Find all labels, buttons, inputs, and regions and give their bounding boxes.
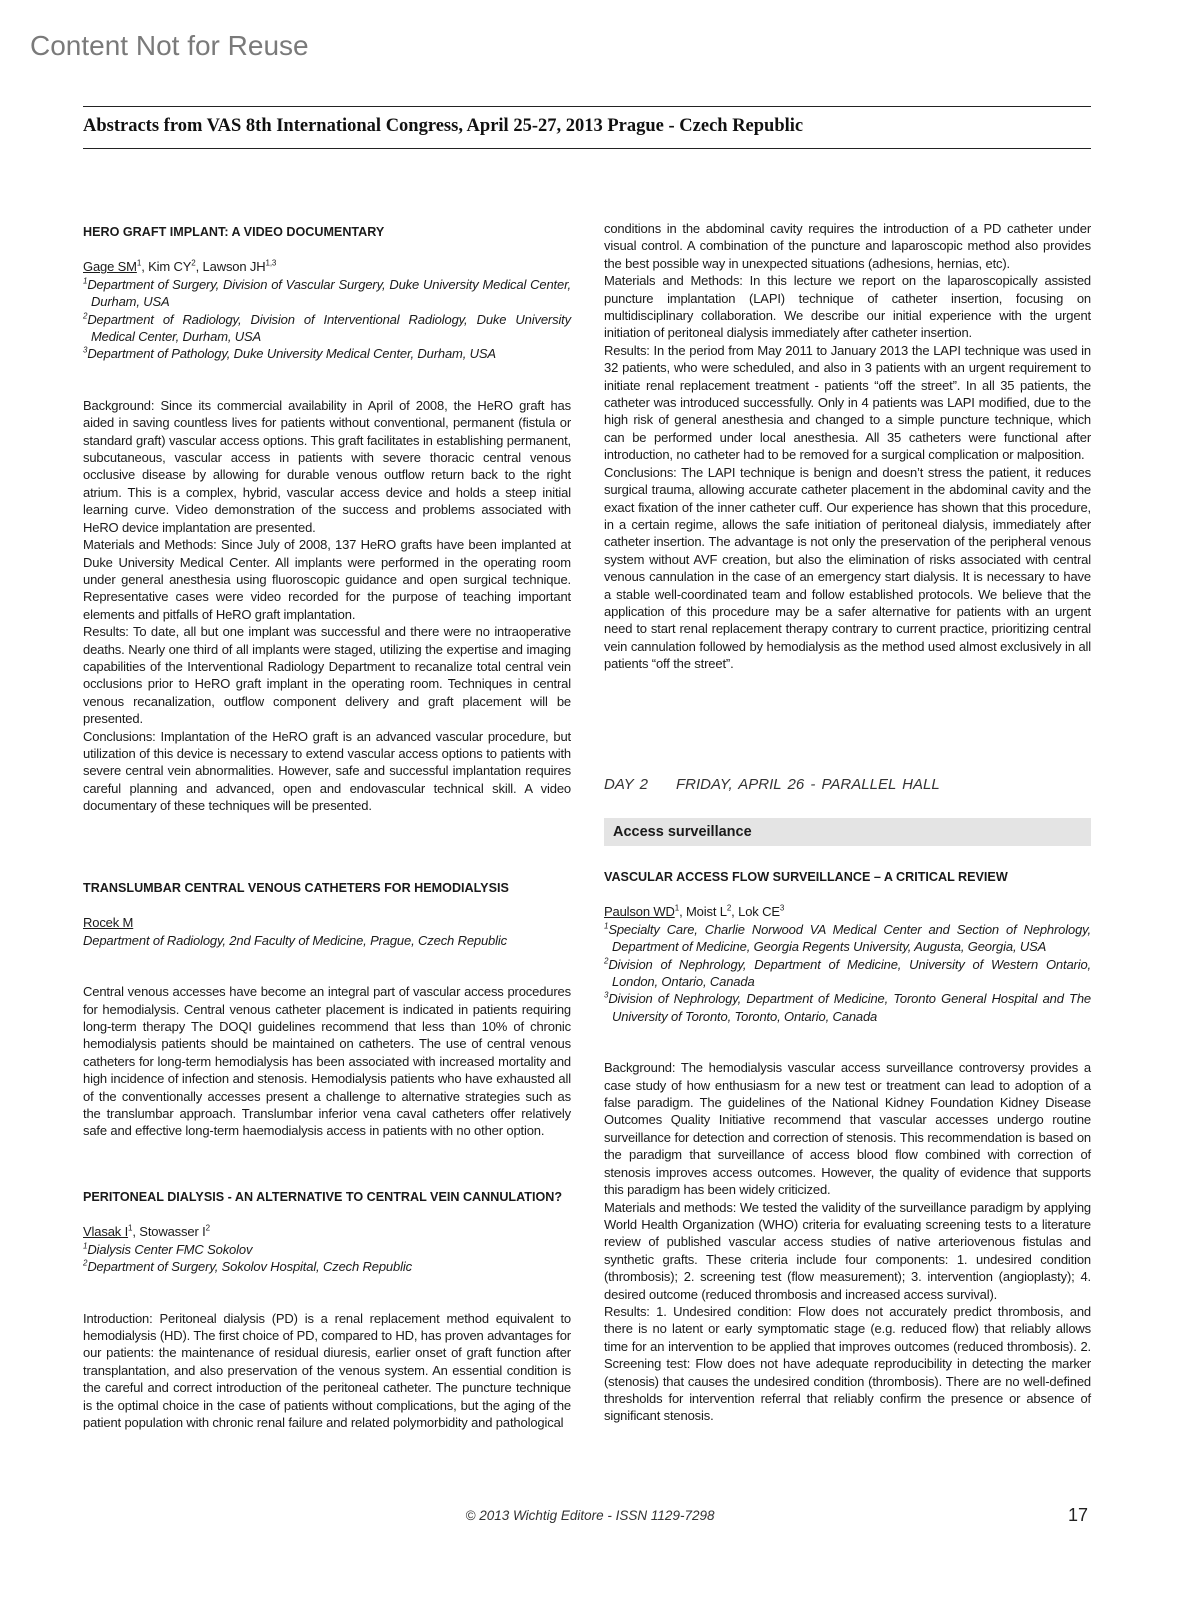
day-label: DAY 2 [604, 776, 648, 793]
abstract-body [604, 220, 1091, 673]
affiliation-superscript: 1 [83, 1241, 88, 1251]
author-name: Moist L [686, 904, 727, 920]
abstract-title: TRANSLUMBAR CENTRAL VENOUS CATHETERS FOR HEMODIALYSIS [83, 881, 509, 895]
abstract-flow-surveillance [604, 869, 1091, 1425]
author-name: Lawson JH [202, 259, 266, 275]
abstract-peritoneal [83, 1189, 571, 1431]
affiliation-text: Department of Surgery, Division of Vascular Surgery, Duke University Medical Center, Durham, USA [87, 276, 571, 310]
author-list [83, 914, 571, 931]
abstract-title: VASCULAR ACCESS FLOW SURVEILLANCE – A CRITICAL REVIEW [604, 870, 1008, 884]
abstract-body [604, 1059, 1091, 1425]
affiliation [83, 1241, 571, 1258]
author-name: Gage SM [83, 259, 137, 275]
author-list: Gage $SM^1$, Kim $CY^2$, Lawson JH$^{1,3}$ [83, 259, 277, 275]
author-list: Paulson $WD^1$, Moist $L^2$, Lok $CE^3$ [604, 904, 785, 920]
abstract-translumbar [83, 880, 571, 1140]
affiliation-superscript: 2 [83, 1258, 88, 1268]
author-name: Vlasak I [83, 1224, 129, 1240]
peritoneal-continuation [604, 220, 1091, 673]
abstract-paragraph: Materials and Methods: Since July of 2008, 137 HeRO grafts have been implanted at Duke University Medical Center. All implants were performed in the operating room under general anesthesia using fluoroscopic guidance and open surgical technique. Representative cases were video recorded for the purpose of teaching important elements and pitfalls of HeRO graft implantation. [83, 537, 571, 622]
affiliation-text: Department of Radiology, Division of Interventional Radiology, Duke University Medical Center, Durham, USA [87, 311, 571, 345]
affiliation [604, 956, 1091, 991]
author-superscript: 1 [674, 904, 680, 914]
abstract-paragraph: Central venous accesses have become an integral part of vascular access procedures for hemodialysis. Central venous catheter placement is indicated in patients requiring long-term therapy The DOQI guidelines recommend that less than 10% of chronic hemodialysis patients should be maintained on catheters. The use of central venous catheters for long-term hemodialysis has been associated with increased mortality and high incidence of infection and stenosis. Hemodialysis patients who have exhausted all of the conventionally accesses present a challenge to alternative strategies such as the translumbar approach. Translumbar inferior vena caval catheters offer relatively safe and effective long-term haemodialysis access in patients with no other option. [83, 984, 571, 1139]
abstract-body [83, 397, 571, 815]
author-superscript: 2 [205, 1224, 210, 1234]
author-name: Kim CY [148, 259, 192, 275]
spacer [604, 1025, 1091, 1059]
spacer [83, 241, 571, 258]
author-name: Lok CE [738, 904, 780, 920]
affiliation [83, 345, 571, 362]
spacer [83, 1206, 571, 1223]
abstract-paragraph: Results: To date, all but one implant was successful and there were no intraoperative deaths. Nearly one third of all implants were staged, utilizing the expertise and imaging capabilities of the Interventional Radiology Department to recanalize total central vein occlusions prior to HeRO graft implant in the operating room. Techniques in central venous recanalization, outflow component delivery and graft placement will be presented. [83, 624, 571, 727]
author-name: Rocek M [83, 915, 134, 931]
author-superscript: 1 [136, 259, 142, 269]
affiliation-text: Division of Nephrology, Department of Medicine, University of Western Ontario, London, Ontario, Canada [608, 956, 1091, 990]
session-bar: Access surveillance [604, 818, 1091, 846]
spacer [83, 363, 571, 397]
abstract-title: PERITONEAL DIALYSIS - AN ALTERNATIVE TO CENTRAL VEIN CANNULATION? [83, 1190, 563, 1204]
affiliation-superscript: 1 [604, 921, 609, 931]
affiliation [83, 932, 571, 949]
author-superscript: 1,3 [265, 259, 277, 269]
affiliation-text: Department of Surgery, Sokolov Hospital, Czech Republic [87, 1259, 412, 1275]
affiliation-superscript: 2 [83, 311, 88, 321]
affiliation-superscript: 1 [83, 276, 88, 286]
header-rule-bottom [83, 148, 1091, 149]
abstract-paragraph: Results: In the period from May 2011 to January 2013 the LAPI technique was used in 32 patients, who were scheduled, and also in 3 patients with an urgent requirement to initiate renal replacement treatment - patients “off the street”. In all 35 patients, the catheter was introduced successfully. Only in 4 patients was LAPI modified, due to the high risk of general anesthesia and changed to a simple puncture technique, which can be performed under local anesthesia. All 35 catheters were functional after introduction, no catheter had to be removed for a surgical complication or malposition. [604, 342, 1091, 463]
affiliation-superscript: 3 [83, 346, 88, 356]
day-heading [604, 776, 940, 793]
affiliation [83, 311, 571, 346]
affiliation-text: Specialty Care, Charlie Norwood VA Medical Center and Section of Nephrology, Department of Medicine, Georgia Regents University, Augusta, Georgia, USA [608, 921, 1091, 955]
abstract-title: HERO GRAFT IMPLANT: A VIDEO DOCUMENTARY [83, 225, 385, 239]
affiliation [83, 276, 571, 311]
abstract-paragraph: Conclusions: Implantation of the HeRO graft is an advanced vascular procedure, but utilization of this device is necessary to extend vascular access options to patients with severe central vein abnormalities. However, safe and successful implantation requires careful planning and advanced, open and endovascular technical skill. A video documentary of these techniques will be presented. [83, 728, 571, 814]
affiliation-text: Division of Nephrology, Department of Medicine, Toronto General Hospital and The University of Toronto, Toronto, Ontario, Canada [608, 991, 1091, 1024]
abstract-paragraph: Materials and methods: We tested the validity of the surveillance paradigm by applying World Health Organization (WHO) criteria for evaluating screening tests to a literature review of published vascular access studies of native arteriovenous fistulas and synthetic grafts. These criteria include four components: 1. undesired condition (thrombosis); 2. screening test (flow measurement); 3. intervention (angioplasty); 4. desired outcome (reduced thrombosis and increased access survival). [604, 1199, 1091, 1302]
affiliation-superscript: 2 [604, 956, 609, 966]
affiliation [604, 990, 1091, 1025]
header-rule-top [83, 106, 1091, 107]
spacer [83, 897, 571, 914]
affiliation-superscript: 3 [604, 991, 609, 1001]
abstract-paragraph: Results: 1. Undesired condition: Flow does not accurately predict thrombosis, and there is no latent or early symptomatic stage (e.g. reduced flow) that reliably allows time for an intervention to be applied that improves outcomes (reduced thrombosis). 2. Screening test: Flow does not have adequate reproducibility in detecting the marker (stenosis) that causes the undesired condition (thrombosis). There are no well-defined thresholds for intervention referral that reliably confirm the presence or absence of significant stenosis. [604, 1303, 1091, 1424]
author-name: Paulson WD [604, 904, 675, 920]
spacer [604, 886, 1091, 903]
running-header: Abstracts from VAS 8th International Congress, April 25-27, 2013 Prague - Czech Republic [83, 116, 804, 136]
abstract-paragraph: Background: Since its commercial availability in April of 2008, the HeRO graft has aided in saving countless lives for patients without conventional, permanent (fistula or standard graft) vascular access options. This graft facilitates in establishing permanent, subcutaneous, vascular access in patients with severe thoracic central venous occlusive disease by allowing for durable venous outflow return back to the right atrium. This is a complex, hybrid, vascular access device and holds a steep initial learning curve. Video demonstration of the success and problems associated with HeRO device implantation are presented. [83, 397, 571, 535]
day-session: FRIDAY, APRIL 26 - PARALLEL HALL [675, 776, 940, 793]
watermark-text: Content Not for Reuse [30, 30, 309, 61]
affiliation-text: Department of Radiology, 2nd Faculty of Medicine, Prague, Czech Republic [83, 932, 507, 948]
spacer [83, 949, 571, 983]
author-name: Stowasser I [139, 1224, 206, 1240]
footer-copyright: © 2013 Wichtig Editore - ISSN 1129-7298 [465, 1508, 715, 1523]
affiliation-text: Dialysis Center FMC Sokolov [87, 1241, 253, 1257]
author-superscript: 2 [726, 904, 732, 914]
affiliation [604, 921, 1091, 956]
author-superscript: 1 [128, 1224, 133, 1234]
abstract-paragraph: conditions in the abdominal cavity requires the introduction of a PD catheter under visual control. A combination of the puncture and laparoscopic method also provides the best possible way in unexpected situations (adhesions, hernias, etc). [604, 221, 1091, 271]
abstract-hero-graft [83, 224, 571, 815]
author-list: Vlasak $I^1$, Stowasser $I^2$ [83, 1224, 210, 1240]
author-superscript: 3 [779, 904, 785, 914]
abstract-paragraph: Conclusions: The LAPI technique is benign and doesn’t stress the patient, it reduces surgical trauma, allowing accurate catheter placement in the abdominal cavity and the exact fixation of the inner catheter cuff. Our experience has shown that this procedure, in a certain regime, allows the safe initiation of peritoneal dialysis, immediately after catheter insertion. The advantage is not only the preservation of the peripheral venous system without AVF creation, but also the elimination of risks associated with central venous cannulation in the case of an emergency start dialysis. It is necessary to have a stable well-coordinated team and follow established protocols. We believe that the application of this procedure may be a safer alternative for patients with an urgent need to start renal replacement therapy contrary to current practice, prioritizing central vein cannulation followed by hemodialysis as the method used almost exclusively in all patients “off the street”. [604, 464, 1091, 672]
affiliation [83, 1258, 571, 1275]
abstract-paragraph: Background: The hemodialysis vascular access surveillance controversy provides a case study of how enthusiasm for a new test or treatment can lead to adoption of a false paradigm. The guidelines of the National Kidney Foundation Kidney Disease Outcomes Quality Initiative recommend that vascular accesses undergo routine surveillance for detection and correction of stenosis. This recommendation is based on the paradigm that surveillance of access blood flow combined with correction of stenosis improves access outcomes. However, the quality of evidence that supports this paradigm has been widely criticized. [604, 1060, 1091, 1198]
spacer [83, 1276, 571, 1310]
abstract-paragraph: Introduction: Peritoneal dialysis (PD) is a renal replacement method equivalent to hemodialysis (HD). The first choice of PD, compared to HD, has proven advantages for our patients: the maintenance of residual diuresis, earlier onset of graft function after transplantation, and also preservation of the venous system. An essential condition is the careful and correct introduction of the peritoneal catheter. The puncture technique is the optimal choice in the case of patients without complications, but the aging of the patient population with chronic renal failure and related polymorbidity and pathological [83, 1310, 571, 1431]
abstract-body [83, 1310, 571, 1432]
affiliation-text: Department of Pathology, Duke University Medical Center, Durham, USA [87, 346, 496, 362]
abstract-paragraph: Materials and Methods: In this lecture we report on the laparoscopically assisted puncture implantation (LAPI) technique of catheter insertion, focusing on multidisciplinary collaboration. We describe our initial experience with the urgent initiation of peritoneal dialysis immediately after catheter insertion. [604, 273, 1091, 341]
abstract-body [83, 983, 571, 1140]
author-superscript: 2 [191, 259, 196, 269]
page-number: 17 [1068, 1505, 1089, 1525]
